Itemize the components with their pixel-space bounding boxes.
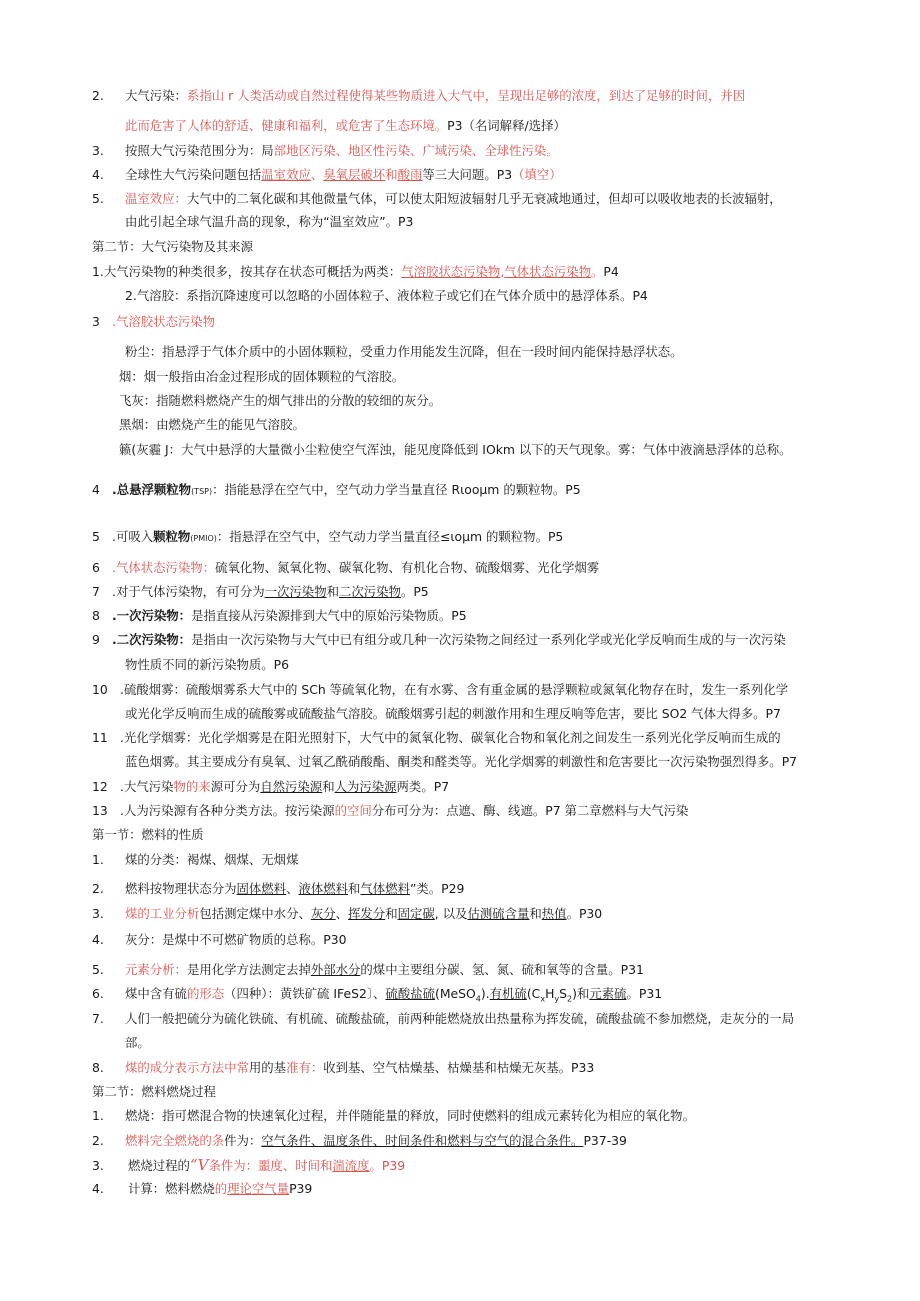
list-item: 5. 元素分析：是用化学方法测定去掉外部水分的煤中主要组分碳、氢、氮、硫和氧等的含量。P31 — [92, 962, 644, 977]
list-item: 2.气溶胶：系指沉降速度可以忽略的小固体粒子、液体粒子或它们在气体介质中的悬浮体系。P4 — [125, 288, 648, 303]
list-item: 6 .气体状态污染物：硫氧化物、氮氧化物、碳氧化物、有机化合物、硫酸烟雾、光化学烟雾 — [92, 560, 600, 575]
list-item: 4 .总悬浮颗粒物(TSP)：指能悬浮在空气中，空气动力学当量直径 Rιooμm 的颗粒物。P5 — [92, 482, 581, 497]
list-item: 3. 煤的工业分析包括测定煤中水分、灰分、挥发分和固定碳, 以及估测硫含量和热值。P30 — [92, 906, 603, 921]
list-item-continuation: 部。 — [125, 1035, 150, 1050]
list-item: 8. 煤的成分表示方法中常用的基准有：收到基、空气枯燥基、枯燥基和枯燥无灰基。P33 — [92, 1060, 595, 1075]
list-item-continuation: 物性质不同的新污染物质。P6 — [125, 657, 290, 672]
list-item: 3. 按照大气污染范围分为：局部地区污染、地区性污染、广域污染、全球性污染。 — [92, 143, 559, 158]
definition-line: 烟：烟一般指由冶金过程形成的固体颗粒的气溶胶。 — [119, 369, 404, 384]
list-item: 3 .气溶胶状态污染物 — [92, 314, 216, 329]
list-item: 1. 燃烧：指可燃混合物的快速氧化过程，并伴随能量的释放，同时使燃料的组成元素转化为相应的氧化物。 — [92, 1108, 695, 1123]
list-item: 2. 燃料按物理状态分为固体燃料、液体燃料和气体燃料”类。P29 — [92, 881, 465, 896]
list-item: 4. 灰分：是煤中不可燃矿物质的总称。P30 — [92, 932, 347, 947]
section-heading: 第二节：大气污染物及其来源 — [92, 239, 254, 254]
list-item: 3. 燃烧过程的“V条件为：噩度、时间和湍流度。P39 — [92, 1156, 406, 1174]
list-item: 4. 计算：燃料燃烧的理论空气量P39 — [92, 1181, 313, 1196]
list-item: 2. 大气污染：系指山 r 人类活动或自然过程使得某些物质进入大气中，呈现出足够的浓度，到达了足够的时间，并因 — [92, 88, 746, 103]
list-item: 6. 煤中含有硫的形态（四种）：黄铁矿硫 IFeS2〕、硫酸盐硫(MeSO$_4$).有机硫$(C_xH_yS_2)$和元素硫。P31 — [92, 986, 663, 1004]
list-item: 7. 人们一般把硫分为硫化铁硫、有机硫、硫酸盐硫，前两种能燃烧放出热量称为挥发硫，硫酸盐硫不参加燃烧，走灰分的一局 — [92, 1011, 795, 1026]
list-item: 10 .硫酸烟雾：硫酸烟雾系大气中的 SCh 等硫氧化物，在有水雾、含有重金属的悬浮颗粒或氮氧化物存在时，发生一系列化学 — [92, 682, 789, 697]
list-item: 7 .对于气体污染物，有可分为一次污染物和二次污染物。P5 — [92, 584, 429, 599]
definition-line: 籁(灰霾 J：大气中悬浮的大量微小尘粒使空气浑浊，能见度降低到 IOkm 以下的天气现象。雾：气体中液滴悬浮体的总称。 — [119, 442, 792, 457]
list-item-continuation: 由此引起全球气温升高的现象，称为“温室效应”。P3 — [125, 214, 414, 229]
list-item-continuation: 此而危害了人体的舒适、健康和福利，或危害了生态环境。P3（名词解释/选择） — [125, 118, 566, 133]
definition-line: 黑烟：由燃烧产生的能见气溶胶。 — [119, 417, 305, 432]
list-item: 1. 煤的分类：褐煤、烟煤、无烟煤 — [92, 852, 299, 867]
list-item: 13 .人为污染源有各种分类方法。按污染源的空间分布可分为：点遮、酶、线遮。P7 第二章燃料与大气污染 — [92, 803, 689, 818]
list-item: 2. 燃料完全燃烧的条件为：空气条件、温度条件、时间条件和燃料与空气的混合条件。P37-39 — [92, 1133, 627, 1148]
list-item: 9 .二次污染物：是指由一次污染物与大气中已有组分或几种一次污染物之间经过一系列化学或光化学反响而生成的与一次污染 — [92, 632, 786, 647]
list-item-continuation: 蓝色烟雾。其主要成分有臭氧、过氧乙酰硝酸酯、酮类和醛类等。光化学烟雾的刺激性和危害要比一次污染物强烈得多。P7 — [125, 754, 798, 769]
list-item: 5 .可吸入颗粒物(PMIO)：指悬浮在空气中，空气动力学当量直径≤ιoμm 的颗粒物。P5 — [92, 529, 564, 544]
section-heading: 第一节：燃料的性质 — [92, 827, 204, 842]
list-item-continuation: 或光化学反响而生成的硫酸雾或硫酸盐气溶胶。硫酸烟雾引起的刺激作用和生理反响等危害，要比 SO2 气体大得多。P7 — [125, 706, 781, 721]
list-item: 4. 全球性大气污染问题包括温室效应、臭氧层破坏和酸雨等三大问题。P3（填空） — [92, 167, 562, 182]
list-item: 5. 温室效应：大气中的二氧化碳和其他微量气体，可以使太阳短波辐射几乎无衰减地通过，但却可以吸收地表的长波辐射， — [92, 191, 782, 206]
section-heading: 第二节：燃料燃烧过程 — [92, 1084, 216, 1099]
list-item: 11 .光化学烟雾：光化学烟雾是在阳光照射下，大气中的氮氧化物、碳氧化合物和氧化剂之间发生一系列光化学反响而生成的 — [92, 730, 781, 745]
definition-line: 粉尘：指悬浮于气体介质中的小固体颗粒，受重力作用能发生沉降，但在一段时间内能保持悬浮状态。 — [125, 344, 683, 359]
list-item: 8 .一次污染物：是指直接从污染源排到大气中的原始污染物质。P5 — [92, 608, 467, 623]
list-item: 12 .大气污染物的来源可分为自然污染源和人为污染源两类。P7 — [92, 779, 450, 794]
definition-line: 飞灰：指随燃料燃烧产生的烟气排出的分散的较细的灰分。 — [119, 393, 442, 408]
list-item: 1.大气污染物的种类很多，按其存在状态可概括为两类：气溶胶状态污染物,气体状态污染物。P4 — [92, 264, 619, 279]
